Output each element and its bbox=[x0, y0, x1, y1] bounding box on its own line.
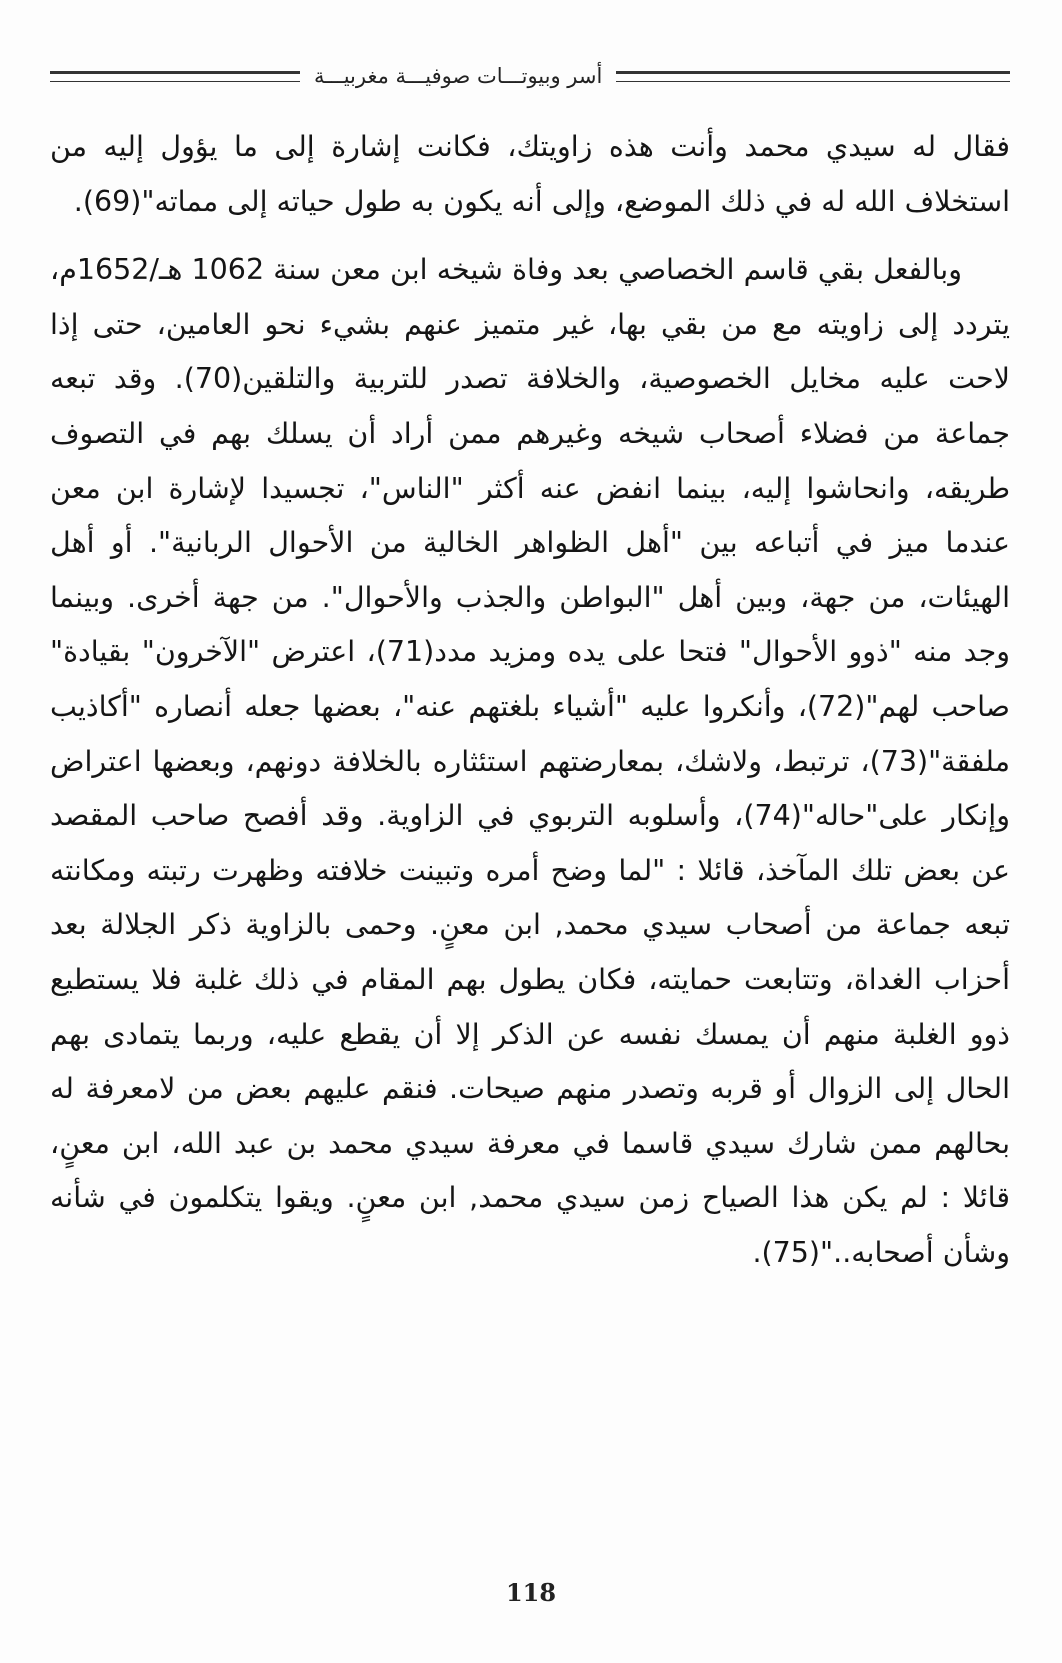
body-text bbox=[50, 120, 1010, 1280]
paragraph-main: وبالفعل بقي قاسم الخصاصي بعد وفاة شيخه ابن معن سنة 1062 هـ/1652م، يتردد إلى زاويته مع من بقي بها، غير متميز عنهم بشيء نحو العامين، حتى إذا لاحت عليه مخايل الخصوصية، والخلافة تصدر للتربية والتلقين(70). وقد تبعه جماعة من فضلاء أصحاب شيخه وغيرهم ممن أراد أن يسلك بهم في التصوف طريقه، وانحاشوا إليه، بينما انفض عنه أكثر "الناس"، تجسيدا لإشارة ابن معن عندما ميز في أتباعه بين "أهل الظواهر الخالية من الأحوال الربانية". أو أهل الهيئات، من جهة، وبين أهل "البواطن والجذب والأحوال". من جهة أخرى. وبينما وجد منه "ذوو الأحوال" فتحا على يده ومزيد مدد(71)، اعترض "الآخرون" بقيادة" صاحب لهم"(72)، وأنكروا عليه "أشياء بلغتهم عنه"، بعضها جعله أنصاره "أكاذيب ملفقة"(73)، ترتبط، ولاشك، بمعارضتهم استئثاره بالخلافة دونهم، وبعضها اعتراض وإنكار على"حاله"(74)، وأسلوبه التربوي في الزاوية. وقد أفصح صاحب المقصد عن بعض تلك المآخذ، قائلا : "لما وضح أمره وتبينت خلافته وظهرت رتبته ومكانته تبعه جماعة من أصحاب سيدي محمد, ابن معنٍ. وحمى بالزاوية ذكر الجلالة بعد أحزاب الغداة، وتتابعت حمايته، فكان يطول بهم المقام في ذلك غلبة فلا يستطيع ذوو الغلبة منهم أن يمسك نفسه عن الذكر إلا أن يقطع عليه، وربما يتمادى بهم الحال إلى الزوال أو قربه وتصدر منهم صيحات. فنقم عليهم بعض من لامعرفة له بحالهم ممن شارك سيدي قاسما في معرفة سيدي محمد بن عبد الله، ابن معنٍ، قائلا : لم يكن هذا الصياح زمن سيدي محمد, ابن معنٍ. ويقوا يتكلمون في شأنه وشأن أصحابه.."(75). bbox=[50, 253, 1010, 1269]
running-header bbox=[50, 58, 1010, 94]
page-number: 118 bbox=[505, 1578, 557, 1607]
header-rule-right bbox=[50, 71, 300, 82]
paragraph-quote-ending: فقال له سيدي محمد وأنت هذه زاويتك، فكانت إشارة إلى ما يؤول إليه من استخلاف الله له في ذلك الموضع، وإلى أنه يكون به طول حياته إلى مماته"(69). bbox=[50, 130, 1010, 218]
header-rule-left bbox=[616, 71, 1010, 82]
running-header-title: أسر وبيوتـــات صوفيـــة مغربيـــة bbox=[314, 64, 603, 88]
